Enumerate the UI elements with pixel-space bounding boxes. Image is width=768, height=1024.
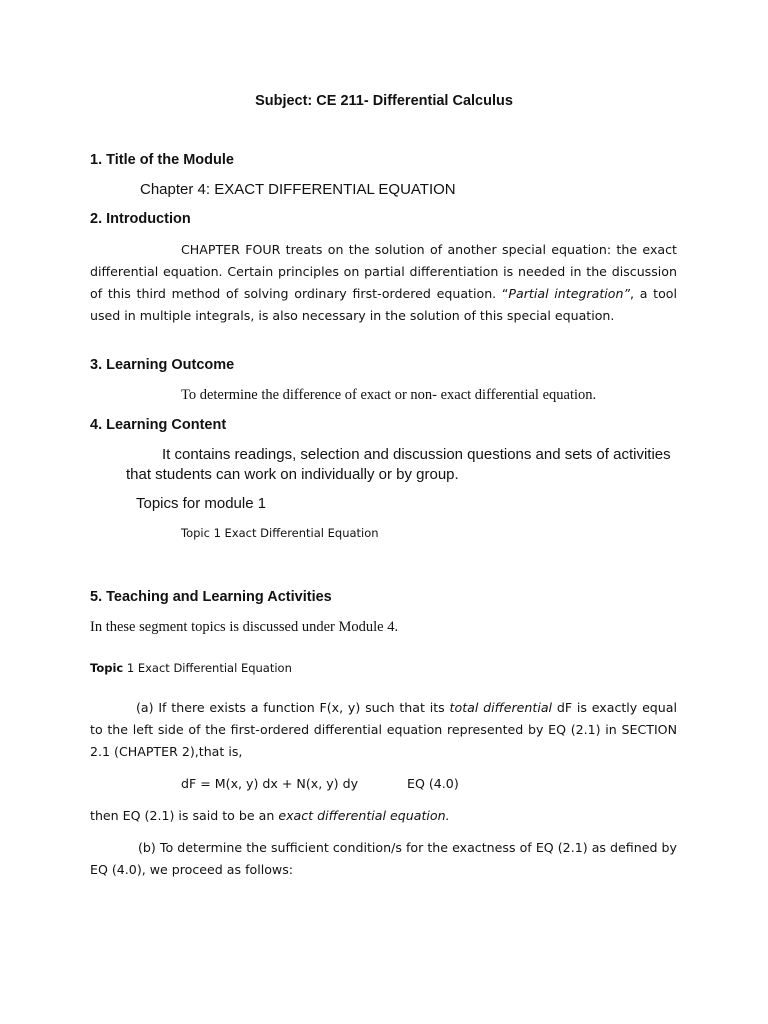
equation: dF = M(x, y) dx + N(x, y) dy (181, 776, 359, 791)
section-introduction-heading: 2. Introduction (90, 211, 191, 227)
section-activities-heading: 5. Teaching and Learning Activities (90, 589, 332, 605)
module-title: Chapter 4: EXACT DIFFERENTIAL EQUATION (140, 181, 456, 198)
topic-1-item: Topic 1 Exact Differential Equation (181, 526, 379, 540)
topics-label: Topics for module 1 (136, 495, 267, 512)
document-subject: Subject: CE 211- Differential Calculus (255, 93, 513, 109)
paragraph-a (90, 697, 677, 763)
outcome-text: To determine the difference of exact or non- exact differential equation. (181, 387, 597, 403)
section-title-heading: 1. Title of the Module (90, 152, 234, 168)
section-outcome-heading: 3. Learning Outcome (90, 357, 235, 373)
introduction-text-1: CHAPTER FOUR treats on the solution of another special equation: the exact differential equation. Certain principles on partial differentiation is needed in the discussion of this third method of solving ordinary first-ordered equation. “ (90, 242, 677, 301)
content-line-1: It contains readings, selection and discussion questions and sets of activities (162, 446, 671, 463)
introduction-text-2: , a tool used in multiple integrals, is also necessary in the solution of this special equation. (90, 286, 678, 323)
equation-label: EQ (4.0) (407, 776, 459, 791)
topic-line-rest: 1 Exact Differential Equation (123, 661, 292, 675)
introduction-paragraph (90, 239, 677, 327)
topic-line (90, 661, 292, 675)
paragraph-a-text-1: (a) If there exists a function F(x, y) such that its (136, 700, 450, 715)
then-line (90, 808, 450, 823)
paragraph-a-italic: total differential (449, 700, 553, 715)
introduction-italic-text: Partial integration” (508, 286, 630, 301)
activities-intro: In these segment topics is discussed under Module 4. (90, 619, 399, 635)
topic-bold-label: Topic (90, 661, 124, 675)
section-content-heading: 4. Learning Content (90, 417, 227, 433)
content-line-2: that students can work on individually or by group. (126, 466, 459, 483)
then-italic: exact differential equation. (278, 808, 450, 823)
paragraph-b: (b) To determine the sufficient condition/s for the exactness of EQ (2.1) as defined by EQ (4.0), we proceed as follows: (90, 840, 677, 877)
then-text: then EQ (2.1) is said to be an (90, 808, 279, 823)
paragraph-a-text-2: dF is exactly equal to the left side of the first-ordered differential equation represented by EQ (2.1) in SECTION 2.1 (CHAPTER 2),that is, (90, 700, 678, 759)
